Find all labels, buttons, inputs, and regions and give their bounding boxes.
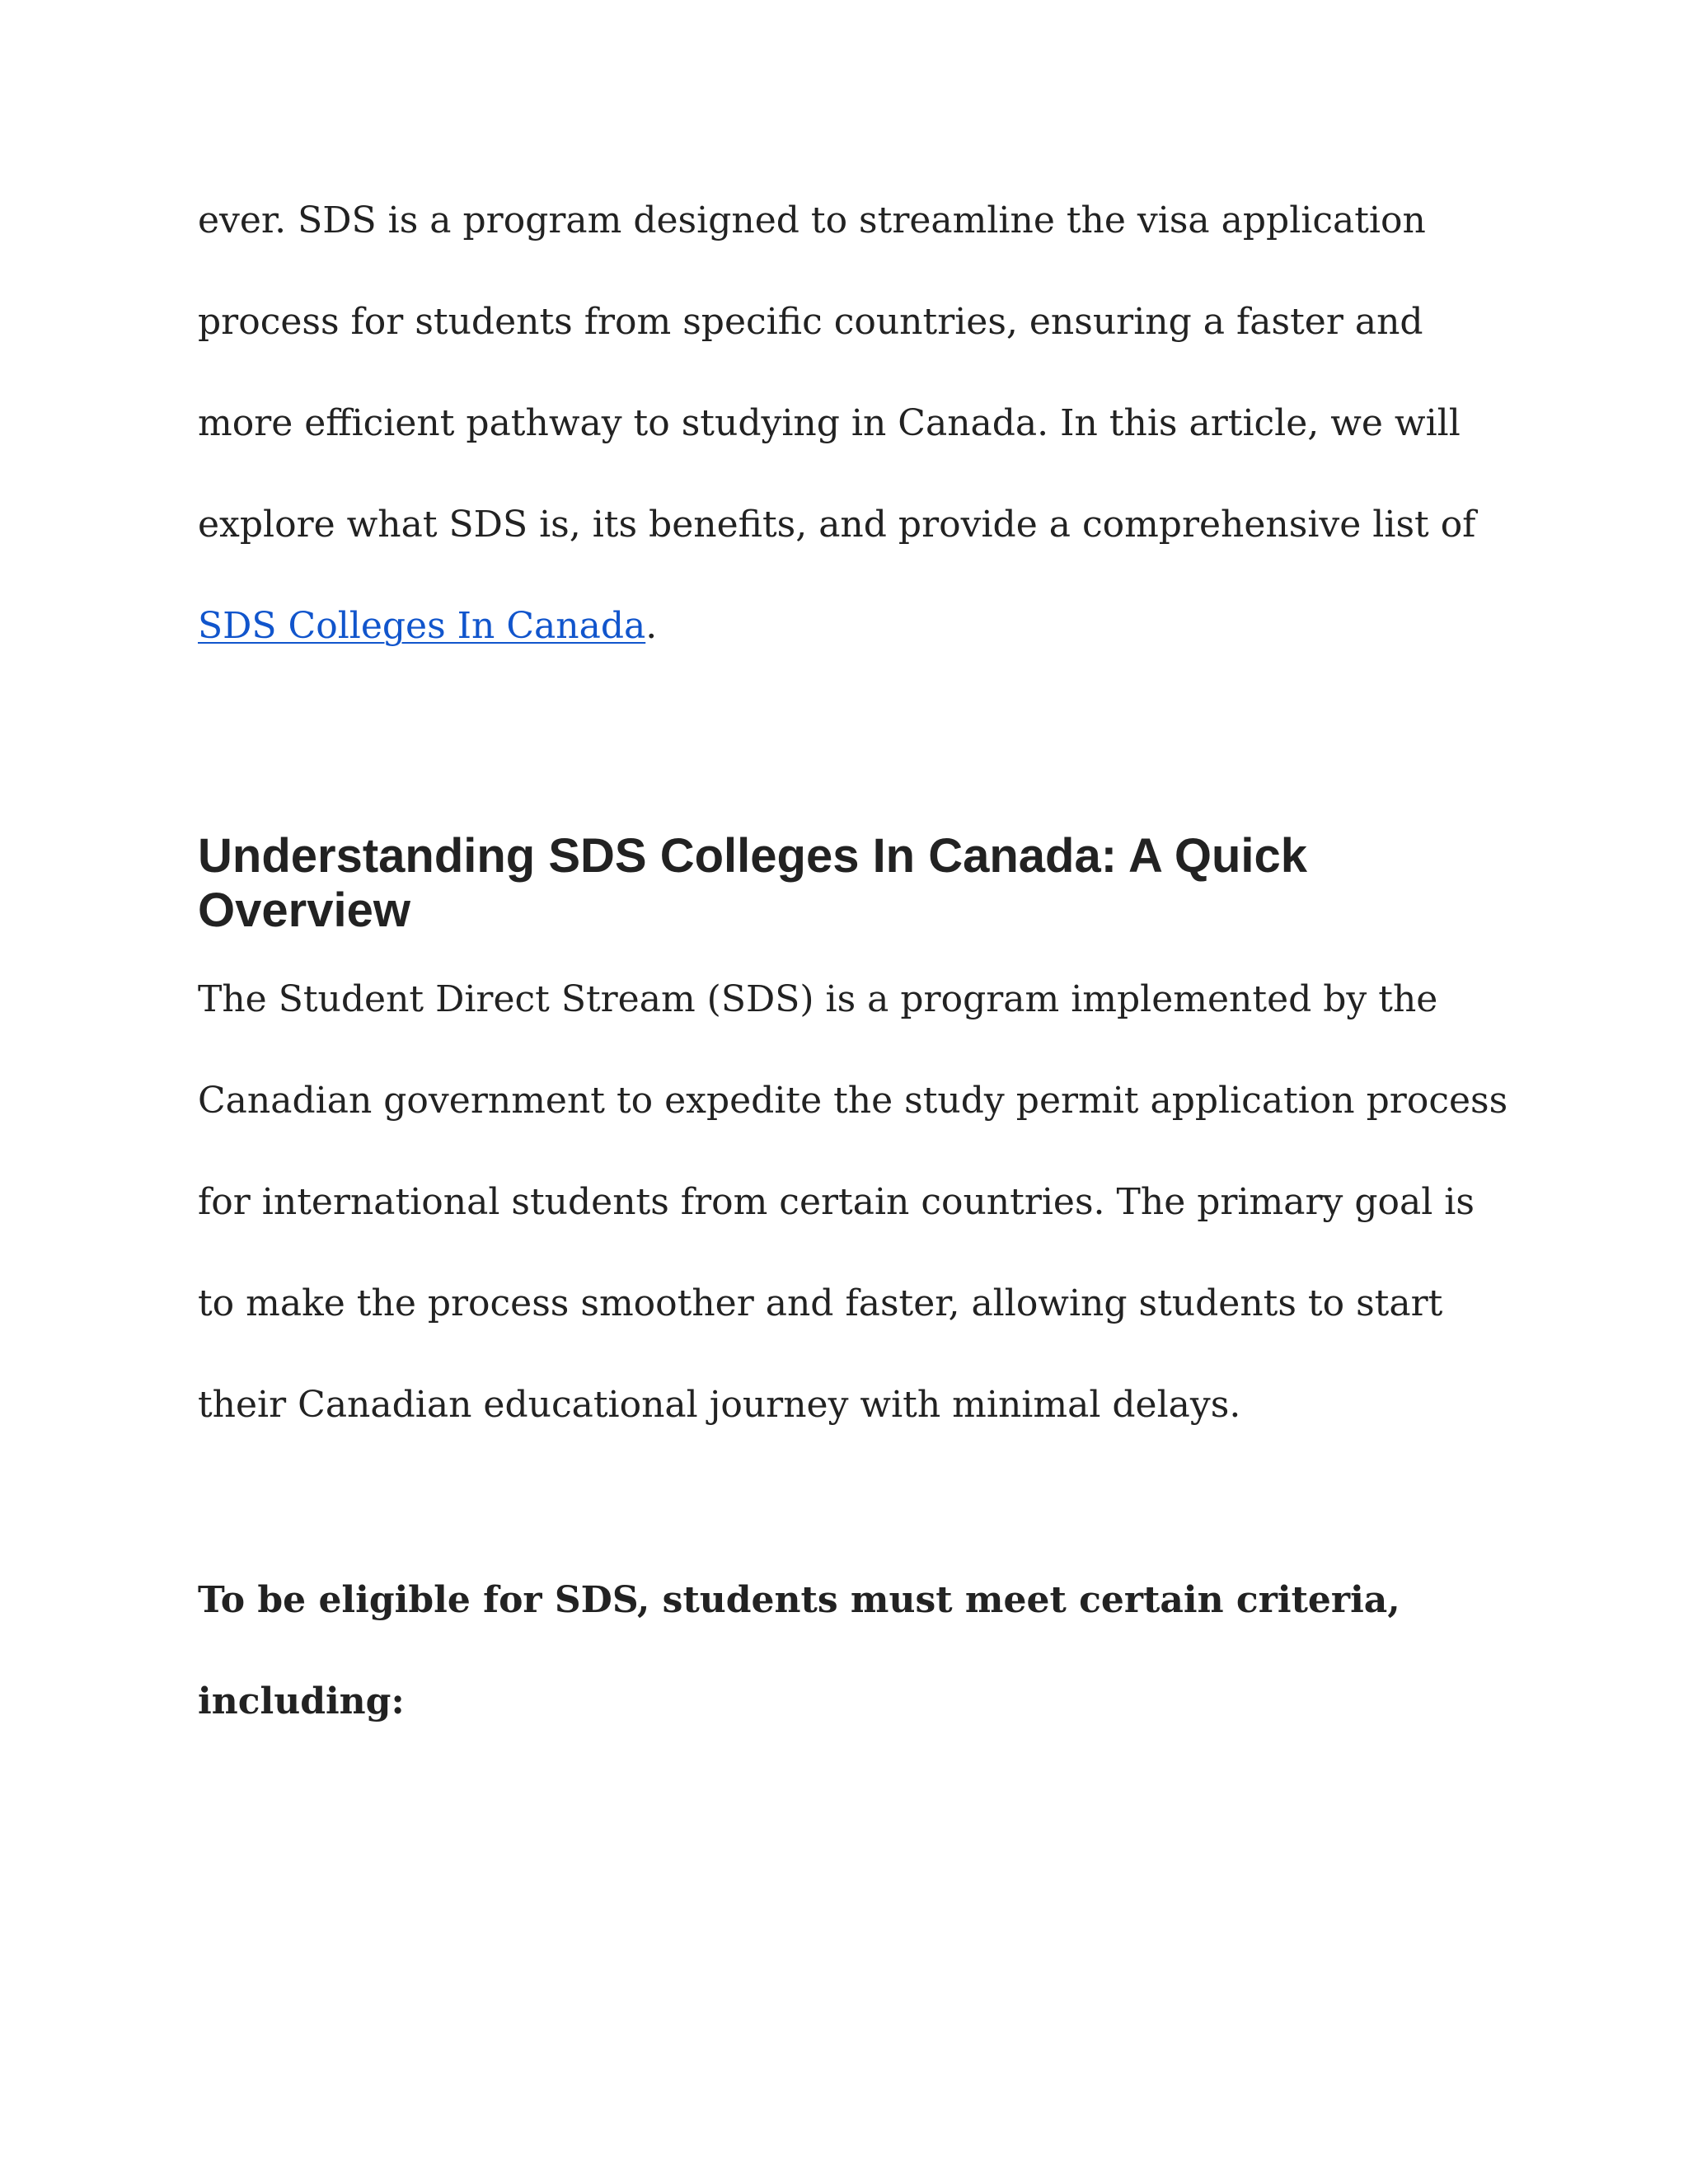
- section-heading: Understanding SDS Colleges In Canada: A Quick: [198, 829, 1308, 883]
- section-paragraph-line: The Student Direct Stream (SDS) is a program implemented by the: [198, 978, 1438, 1020]
- intro-paragraph-line: ever. SDS is a program designed to streamline the visa application: [198, 199, 1426, 241]
- eligibility-statement: including:: [198, 1680, 405, 1722]
- intro-paragraph-link-line: [198, 602, 657, 651]
- intro-paragraph-line: process for students from specific countries, ensuring a faster and: [198, 301, 1423, 343]
- eligibility-statement: To be eligible for SDS, students must meet certain criteria,: [198, 1579, 1400, 1621]
- section-paragraph-line: Canadian government to expedite the study permit application process: [198, 1080, 1508, 1122]
- section-paragraph-line: for international students from certain countries. The primary goal is: [198, 1181, 1475, 1223]
- section-paragraph-line: to make the process smoother and faster, allowing students to start: [198, 1282, 1443, 1324]
- section-heading: Overview: [198, 883, 410, 937]
- link-suffix: .: [645, 605, 658, 647]
- sds-colleges-link[interactable]: SDS Colleges In Canada: [198, 605, 646, 647]
- section-paragraph-line: their Canadian educational journey with minimal delays.: [198, 1384, 1241, 1426]
- intro-paragraph-line: explore what SDS is, its benefits, and provide a comprehensive list of: [198, 504, 1476, 546]
- intro-paragraph-line: more efficient pathway to studying in Canada. In this article, we will: [198, 402, 1461, 444]
